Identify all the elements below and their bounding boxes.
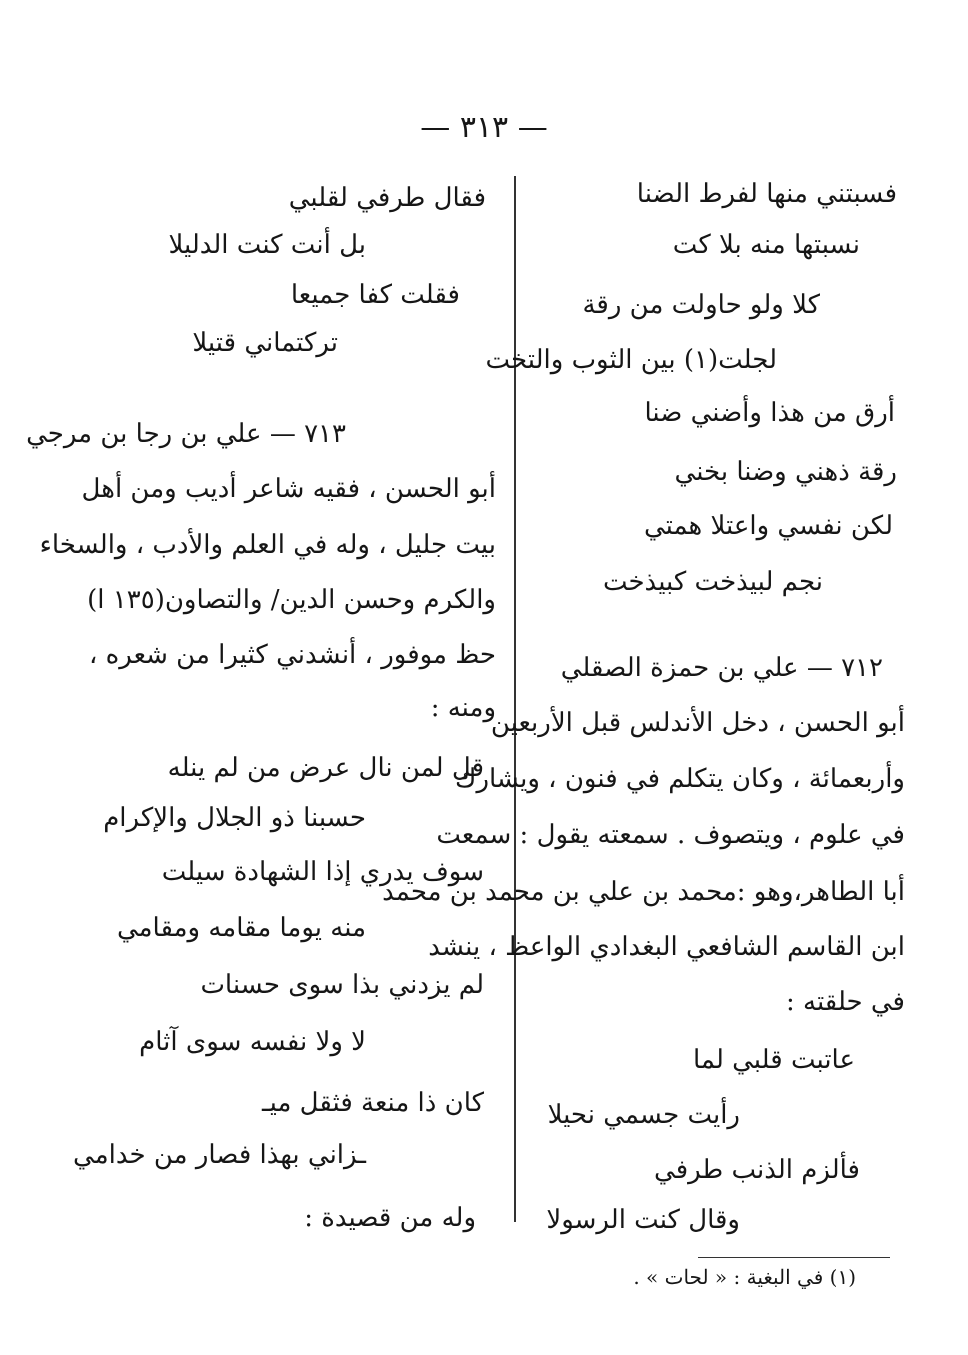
verse-line: فألزم الذنب طرفي xyxy=(654,1155,860,1185)
verse-line: تركتماني قتيلا xyxy=(192,328,338,358)
verse-line: بل أنت كنت الدليلا xyxy=(168,230,366,260)
verse-line: أرق من هذا وأضني ضنا xyxy=(644,398,895,428)
verse-line: عاتبت قلبي لما xyxy=(692,1045,855,1075)
verse-line: كان ذا منعة فثقل ميـ xyxy=(261,1088,484,1118)
footnote-rule xyxy=(698,1257,890,1258)
verse-line: لكن نفسي واعتلا همتي xyxy=(643,511,893,541)
prose-line: في علوم ، ويتصوف . سمعته يقول : سمعت xyxy=(436,820,905,850)
verse-line: منه يوما مقامه ومقامي xyxy=(116,913,366,943)
entry-heading: ٧١٢ — علي بن حمزة الصقلي xyxy=(560,653,883,683)
verse-line: فقلت كفا جميعا xyxy=(290,280,460,310)
prose-line: وأربعمائة ، وكان يتكلم في فنون ، ويشارك xyxy=(455,764,905,794)
verse-line: نجم لبيذخت كبيذخت xyxy=(602,567,823,597)
column-divider xyxy=(514,176,516,1222)
page-number: — ٣١٣ — xyxy=(420,110,548,145)
prose-line: في حلقته : xyxy=(785,987,905,1017)
footnote: (١) في البغية : « لحات » . xyxy=(633,1265,856,1289)
prose-line: ابن القاسم الشافعي البغدادي الواعظ ، ينشد xyxy=(428,932,905,962)
verse-line: فقال طرفي لقلبي xyxy=(288,183,486,213)
verse-line: رأيت جسمي نحيلا xyxy=(547,1100,740,1130)
prose-line: أبو الحسن ، دخل الأندلس قبل الأربعين xyxy=(490,708,905,738)
prose-line: وله من قصيدة : xyxy=(304,1203,476,1233)
verse-line: قل لمن نال عرض من لم ينله xyxy=(167,753,484,783)
prose-line: ومنه : xyxy=(430,693,496,723)
prose-line: أبا الطاهر،وهو :محمد بن علي بن محمد بن محمد xyxy=(382,877,905,907)
prose-line: أبو الحسن ، فقيه شاعر أديب ومن أهل xyxy=(81,474,496,504)
verse-line: لم يزدني بذا سوى حسنات xyxy=(200,970,484,1000)
verse-line: حسبنا ذو الجلال والإكرام xyxy=(103,803,366,833)
verse-line: سوف يدري إذا الشهادة سيلت xyxy=(161,857,484,887)
verse-line: ـزاني بهذا فصار من خدامي xyxy=(73,1140,366,1170)
entry-heading: ٧١٣ — علي بن رجا بن مرجي xyxy=(26,419,346,449)
prose-line: حظ موفور ، أنشدني كثيرا من شعره ، xyxy=(88,640,496,670)
verse-line: رقة ذهني وضنا بخني xyxy=(674,457,897,487)
verse-line: وقال كنت الرسولا xyxy=(546,1205,740,1235)
prose-line: والكرم وحسن الدين/ والتصاون(١٣٥ ا) xyxy=(87,585,496,615)
verse-line: نسبتها منه بلا كت xyxy=(672,230,860,260)
prose-line: بيت جليل ، وله في العلم والأدب ، والسخاء xyxy=(39,530,496,560)
verse-line: لجلت(١) بين الثوب والتخت xyxy=(485,345,777,375)
verse-line: لا ولا نفسه سوى آثام xyxy=(139,1027,366,1057)
verse-line: فسبتني منها لفرط الضنا xyxy=(636,179,897,209)
verse-line: كلا ولو حاولت من رقة xyxy=(582,290,820,320)
